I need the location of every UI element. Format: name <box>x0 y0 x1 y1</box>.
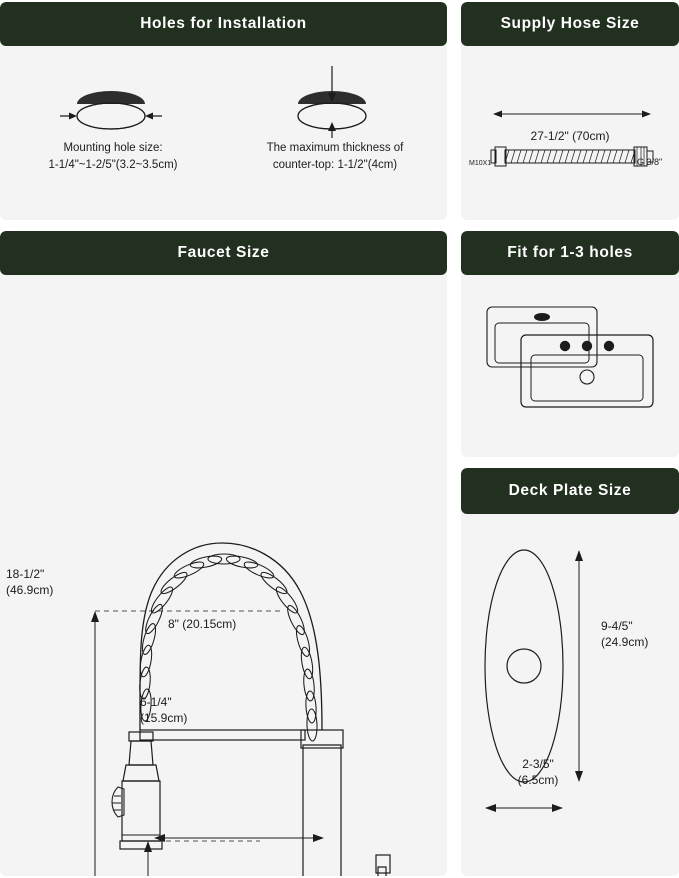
faucet-height-line1: 18-1/2" <box>6 567 45 581</box>
deck-plate-length-label <box>601 618 671 650</box>
sink-holes-diagram <box>461 275 679 457</box>
panel-fit-for-holes <box>461 231 679 457</box>
panel-deck-plate-size <box>461 468 679 876</box>
caption-countertop-thickness <box>240 140 430 174</box>
caption-mounting-hole-line1: Mounting hole size: <box>63 142 163 154</box>
deck-plate-length-line2: (24.9cm) <box>601 635 649 649</box>
deck-plate-width-line2: (6.5cm) <box>517 773 559 787</box>
caption-mounting-hole <box>18 140 208 174</box>
holes-diagram <box>0 46 447 220</box>
panel-holes-for-installation <box>0 2 447 220</box>
panel-title-holes: Holes for Installation <box>0 2 447 46</box>
deck-plate-length-line1: 9-4/5" <box>601 619 633 633</box>
panel-faucet-size <box>0 231 447 876</box>
panel-title-faucet-size: Faucet Size <box>0 231 447 275</box>
deck-plate-width-line1: 2-3/5" <box>522 757 554 771</box>
caption-countertop-line2: counter-top: 1-1/2"(4cm) <box>272 159 398 171</box>
faucet-height-label <box>6 566 82 598</box>
deck-plate-diagram <box>461 514 679 876</box>
caption-countertop-line1: The maximum thickness of <box>266 142 404 154</box>
deck-plate-width-label <box>483 756 593 788</box>
panel-supply-hose-size <box>461 2 679 220</box>
supply-hose-length-label: 27-1/2" (70cm) <box>530 129 610 143</box>
faucet-reach-label: 8" (20.15cm) <box>168 617 237 631</box>
supply-hose-end-right-label: G 3/8" <box>637 157 663 167</box>
supply-hose-end-left-label: M10X1 <box>469 160 492 167</box>
caption-mounting-hole-line2: 1-1/4"~1-2/5"(3.2~3.5cm) <box>48 159 178 171</box>
panel-title-fit-holes: Fit for 1-3 holes <box>461 231 679 275</box>
faucet-clearance-label <box>140 694 250 726</box>
faucet-height-line2: (46.9cm) <box>6 583 54 597</box>
panel-title-deck-plate: Deck Plate Size <box>461 468 679 514</box>
panel-title-supply-hose: Supply Hose Size <box>461 2 679 46</box>
faucet-clearance-line2: (15.9cm) <box>140 711 188 725</box>
faucet-clearance-line1: 6-1/4" <box>140 695 172 709</box>
